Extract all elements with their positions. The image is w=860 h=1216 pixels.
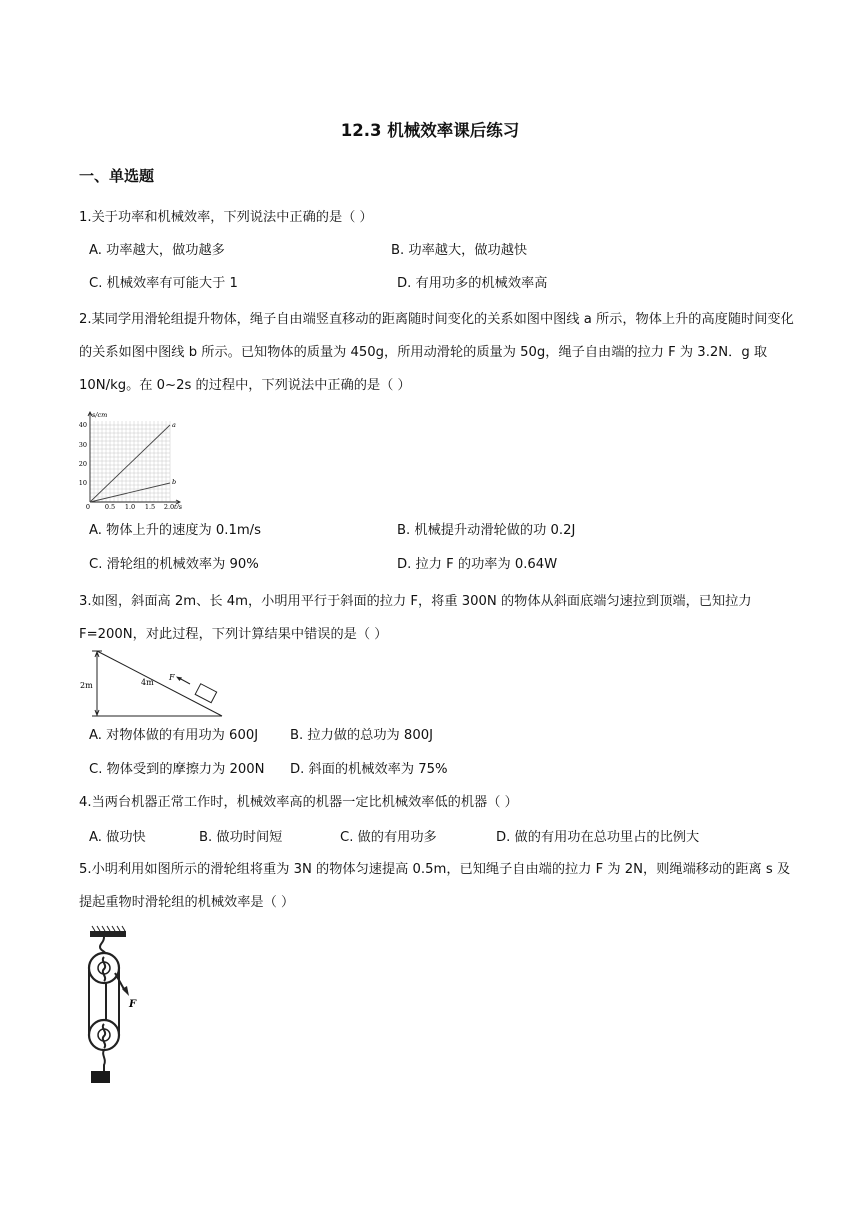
q4-option-c: C. 做的有用功多 bbox=[340, 830, 437, 845]
q2-option-c: C. 滑轮组的机械效率为 90% bbox=[89, 557, 259, 572]
x-tick: 0.5 bbox=[104, 503, 116, 509]
question-4-stem: 4.当两台机器正常工作时，机械效率高的机器一定比机械效率低的机器（ ） bbox=[79, 795, 518, 810]
q3-option-a: A. 对物体做的有用功为 600J bbox=[89, 728, 259, 743]
question-5-stem: 5.小明利用如图所示的滑轮组将重为 3N 的物体匀速提高 0.5m，已知绳子自由端的拉力 F 为 2N，则绳端移动的距离 s 及提起重物时滑轮组的机械效率是（ ） bbox=[79, 862, 791, 910]
q1-option-d: D. 有用功多的机械效率高 bbox=[397, 276, 548, 291]
y-axis-label: s/cm bbox=[92, 411, 108, 419]
weight-block bbox=[91, 1071, 110, 1083]
q2-option-a: A. 物体上升的速度为 0.1m/s bbox=[89, 523, 261, 538]
line-a-label: a bbox=[172, 421, 176, 429]
x-tick: 2.0 bbox=[163, 503, 175, 509]
x-tick: 1.0 bbox=[124, 503, 136, 509]
y-tick: 10 bbox=[78, 479, 87, 487]
q1-option-a: A. 功率越大，做功越多 bbox=[89, 243, 225, 258]
x-tick: 1.5 bbox=[144, 503, 156, 509]
x-axis-label: t/s bbox=[174, 503, 183, 509]
q2-option-d: D. 拉力 F 的功率为 0.64W bbox=[397, 557, 558, 572]
x-tick: 0 bbox=[85, 503, 91, 509]
y-tick: 30 bbox=[78, 441, 87, 449]
q1-option-b: B. 功率越大，做功越快 bbox=[391, 243, 528, 258]
section-heading: 一、单选题 bbox=[79, 167, 155, 185]
q3-option-d: D. 斜面的机械效率为 75% bbox=[290, 762, 448, 777]
q5-pulley-diagram bbox=[82, 925, 148, 1089]
y-tick: 40 bbox=[78, 421, 87, 429]
force-label: F bbox=[169, 673, 175, 682]
block bbox=[195, 684, 217, 703]
force-label: F bbox=[129, 999, 137, 1010]
q3-option-c: C. 物体受到的摩擦力为 200N bbox=[89, 762, 265, 777]
q4-option-d: D. 做的有用功在总功里占的比例大 bbox=[496, 830, 700, 845]
y-tick: 20 bbox=[78, 460, 87, 468]
q1-option-c: C. 机械效率有可能大于 1 bbox=[89, 276, 238, 291]
q3-option-b: B. 拉力做的总功为 800J bbox=[290, 728, 433, 743]
question-3-stem: 3.如图，斜面高 2m、长 4m，小明用平行于斜面的拉力 F，将重 300N 的物体从斜面底端匀速拉到顶端，已知拉力 F=200N，对此过程，下列计算结果中错误的是（ ） bbox=[79, 594, 752, 642]
length-label: 4m bbox=[141, 678, 154, 687]
line-b-label: b bbox=[172, 478, 177, 486]
height-label: 2m bbox=[80, 681, 93, 690]
page-title: 12.3 机械效率课后练习 bbox=[340, 121, 520, 140]
q4-option-a: A. 做功快 bbox=[89, 830, 146, 845]
question-2-stem: 2.某同学用滑轮组提升物体，绳子自由端竖直移动的距离随时间变化的关系如图中图线 a 所示，物体上升的高度随时间变化的关系如图中图线 b 所示。已知物体的质量为 450g，所用动滑轮的质量为 50g，绳子自由端的拉力 F 为 3.2N．g 取 10N/kg。在 0~2s 的过程中，下列说法中正确的是（ ） bbox=[79, 312, 794, 393]
q2-distance-time-graph bbox=[76, 407, 198, 509]
q4-option-b: B. 做功时间短 bbox=[199, 830, 283, 845]
q2-option-b: B. 机械提升动滑轮做的功 0.2J bbox=[397, 523, 576, 538]
q3-incline-diagram bbox=[76, 648, 228, 720]
question-1-stem: 1.关于功率和机械效率，下列说法中正确的是（ ） bbox=[79, 210, 373, 225]
